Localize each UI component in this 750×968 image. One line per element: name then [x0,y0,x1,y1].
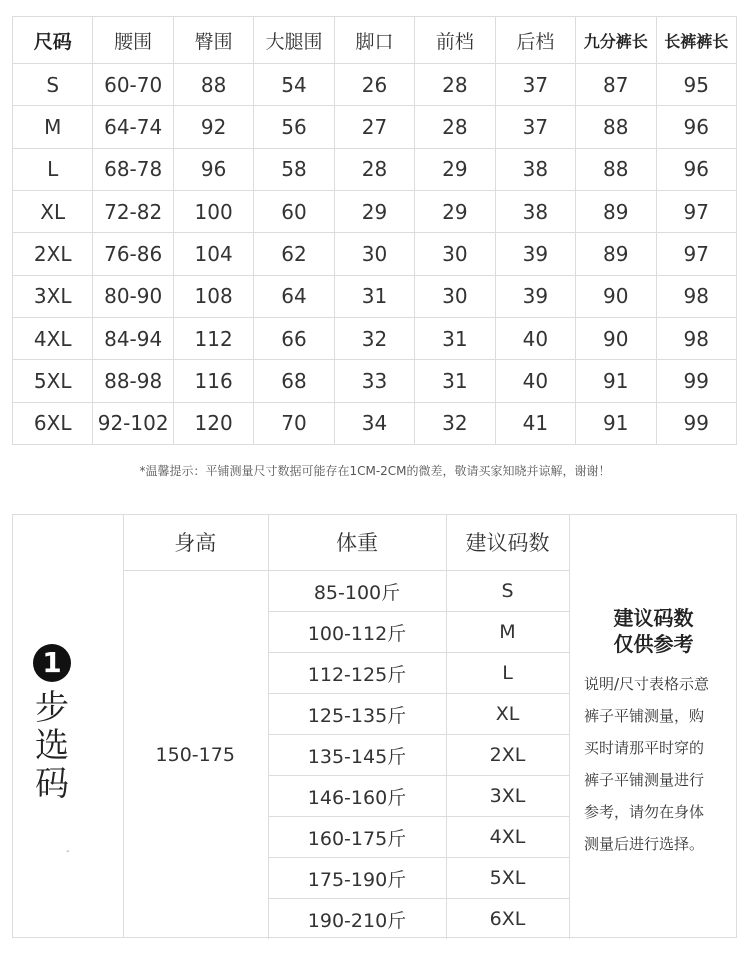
header-hip: 臀围 [173,17,253,64]
table-cell: 88-98 [93,360,173,402]
table-cell: 30 [334,233,414,275]
header-size: 尺码 [13,17,93,64]
table-cell: 32 [334,317,414,359]
table-cell: 91 [576,360,656,402]
weight-range: 146-160斤 [268,776,446,817]
table-row [13,360,737,402]
table-cell: 40 [495,317,575,359]
table-cell: 31 [334,275,414,317]
table-cell: 96 [173,148,253,190]
table-cell: 72-82 [93,190,173,232]
table-row [13,106,737,148]
table-cell: 84-94 [93,317,173,359]
step-label-char: 选 [35,726,69,766]
table-cell: 76-86 [93,233,173,275]
table-row [13,148,737,190]
table-cell: 87 [576,64,656,106]
reference-line: 裤子平铺测量进行 [584,771,705,789]
table-cell: 56 [254,106,334,148]
table-cell: 112 [173,317,253,359]
suggested-size: M [446,612,569,653]
table-cell: 30 [415,275,495,317]
table-cell: 32 [415,402,495,444]
table-cell: 62 [254,233,334,275]
table-cell: 99 [656,360,737,402]
table-cell: S [13,64,93,106]
table-cell: 28 [415,106,495,148]
reference-line: 测量后进行选择。 [584,835,705,853]
height-range: 150-175 [123,571,268,940]
table-cell: 91 [576,402,656,444]
table-cell: 90 [576,317,656,359]
table-cell: 41 [495,402,575,444]
table-cell: M [13,106,93,148]
size-chart-table [12,16,737,445]
reference-line: 买时请那平时穿的 [584,739,705,757]
suggested-size: XL [446,694,569,735]
reference-title-line: 建议码数 [613,606,694,630]
table-cell: 120 [173,402,253,444]
table-cell: 29 [334,190,414,232]
table-cell: 29 [415,190,495,232]
table-cell: 27 [334,106,414,148]
table-row [123,571,569,612]
table-cell: 96 [656,106,737,148]
table-cell: 88 [173,64,253,106]
header-thigh: 大腿围 [254,17,334,64]
table-cell: 70 [254,402,334,444]
table-cell: 60 [254,190,334,232]
table-cell: 104 [173,233,253,275]
table-row [13,233,737,275]
table-cell: 92-102 [93,402,173,444]
weight-range: 112-125斤 [268,653,446,694]
header-waist: 腰围 [93,17,173,64]
guide-header-row [123,514,569,571]
table-cell: 64 [254,275,334,317]
weight-range: 190-210斤 [268,899,446,940]
weight-range: 100-112斤 [268,612,446,653]
table-cell: 29 [415,148,495,190]
table-cell: 116 [173,360,253,402]
reference-description [584,668,730,860]
table-cell: 31 [415,360,495,402]
table-cell: 30 [415,233,495,275]
weight-range: 135-145斤 [268,735,446,776]
table-cell: 100 [173,190,253,232]
table-row [13,190,737,232]
table-cell: 88 [576,106,656,148]
suggested-size: S [446,571,569,612]
reference-title-line: 仅供参考 [613,632,694,656]
table-cell: 88 [576,148,656,190]
table-cell: 5XL [13,360,93,402]
table-row [13,275,737,317]
table-cell: 26 [334,64,414,106]
table-cell: 92 [173,106,253,148]
header-front-rise: 前档 [415,17,495,64]
table-cell: 28 [415,64,495,106]
step-number-badge: 1 [33,644,71,682]
table-cell: 89 [576,190,656,232]
table-row [13,402,737,444]
size-recommendation-table [123,514,570,939]
step-label-char: 步 [35,688,69,728]
table-cell: 37 [495,106,575,148]
table-cell: 33 [334,360,414,402]
header-ninth-length: 九分裤长 [576,17,656,64]
table-cell: 64-74 [93,106,173,148]
table-row [13,317,737,359]
table-cell: 6XL [13,402,93,444]
header-back-rise: 后档 [495,17,575,64]
header-height: 身高 [123,514,268,571]
suggested-size: 4XL [446,817,569,858]
table-cell: 97 [656,190,737,232]
size-chart-header-row [13,17,737,64]
table-cell: 99 [656,402,737,444]
header-suggested-size: 建议码数 [446,514,569,571]
table-cell: 98 [656,275,737,317]
table-cell: 90 [576,275,656,317]
step-label-char: 码 [35,764,69,804]
weight-range: 125-135斤 [268,694,446,735]
weight-range: 160-175斤 [268,817,446,858]
weight-range: 85-100斤 [268,571,446,612]
table-cell: XL [13,190,93,232]
weight-range: 175-190斤 [268,858,446,899]
table-cell: 60-70 [93,64,173,106]
table-cell: 80-90 [93,275,173,317]
table-cell: 2XL [13,233,93,275]
table-cell: 66 [254,317,334,359]
header-full-length: 长裤裤长 [656,17,737,64]
table-cell: 68 [254,360,334,402]
table-cell: 4XL [13,317,93,359]
table-cell: 38 [495,190,575,232]
table-cell: 97 [656,233,737,275]
reference-title [570,605,737,657]
suggested-size: L [446,653,569,694]
suggested-size: 2XL [446,735,569,776]
table-cell: L [13,148,93,190]
table-cell: 31 [415,317,495,359]
header-weight: 体重 [268,514,446,571]
table-cell: 58 [254,148,334,190]
table-cell: 54 [254,64,334,106]
table-cell: 28 [334,148,414,190]
table-cell: 39 [495,275,575,317]
reference-line: 裤子平铺测量，购 [584,707,705,725]
table-cell: 98 [656,317,737,359]
table-cell: 108 [173,275,253,317]
table-cell: 34 [334,402,414,444]
suggested-size: 5XL [446,858,569,899]
table-cell: 40 [495,360,575,402]
table-cell: 96 [656,148,737,190]
table-row [13,64,737,106]
step-dash: - [66,846,70,857]
reference-line: 说明/尺寸表格示意 [584,675,710,693]
table-cell: 38 [495,148,575,190]
table-cell: 68-78 [93,148,173,190]
reference-line: 参考，请勿在身体 [584,803,705,821]
suggested-size: 6XL [446,899,569,940]
header-leg-opening: 脚口 [334,17,414,64]
table-cell: 89 [576,233,656,275]
table-cell: 3XL [13,275,93,317]
table-cell: 39 [495,233,575,275]
table-cell: 37 [495,64,575,106]
suggested-size: 3XL [446,776,569,817]
measurement-note: *温馨提示：平铺测量尺寸数据可能存在1CM-2CM的微差，敬请买家知晓并谅解，谢谢！ [139,464,611,478]
table-cell: 95 [656,64,737,106]
